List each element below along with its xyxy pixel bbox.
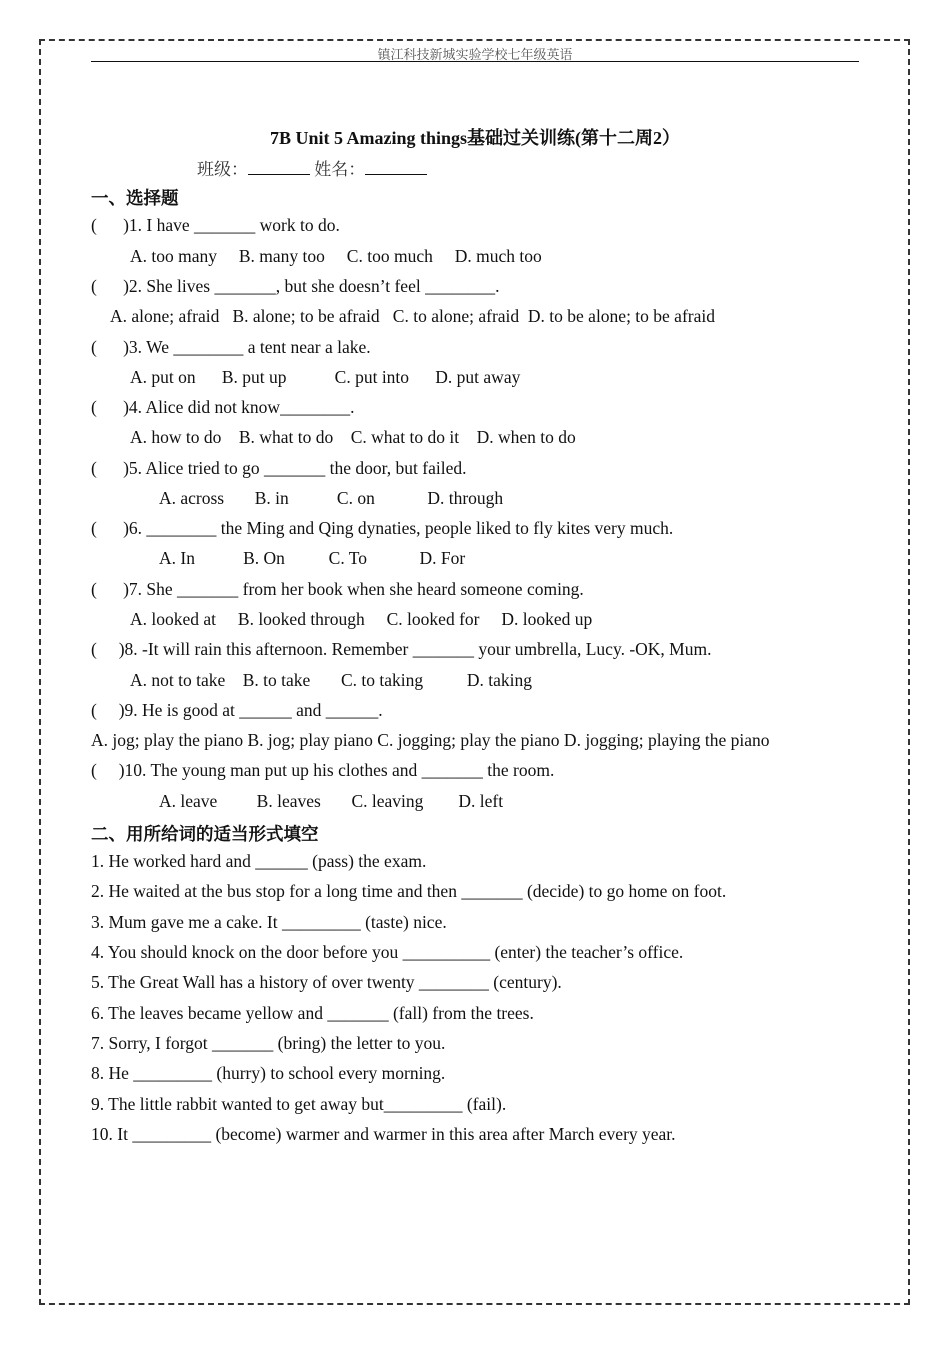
question-8-options: A. not to take B. to take C. to taking D. taking — [130, 670, 532, 690]
fill-4: 4. You should knock on the door before you __________ (enter) the teacher’s office. — [91, 942, 684, 962]
fill-2: 2. He waited at the bus stop for a long time and then _______ (decide) to go home on foot. — [91, 881, 727, 901]
name-blank — [365, 159, 427, 175]
question-10-options: A. leave B. leaves C. leaving D. left — [159, 791, 504, 811]
question-7: ( )7. She _______ from her book when she heard someone coming. — [91, 579, 584, 599]
section-heading-choice: 一、选择题 — [91, 188, 179, 208]
question-2-options: A. alone; afraid B. alone; to be afraid C. to alone; afraid D. to be alone; to be afraid — [110, 306, 715, 326]
question-8: ( )8. -It will rain this afternoon. Remember _______ your umbrella, Lucy. -OK, Mum. — [91, 639, 712, 659]
fill-8: 8. He _________ (hurry) to school every morning. — [91, 1063, 446, 1083]
worksheet-title: 7B Unit 5 Amazing things基础过关训练(第十二周2） — [269, 128, 681, 148]
question-7-options: A. looked at B. looked through C. looked for D. looked up — [130, 609, 593, 629]
question-1-options: A. too many B. many too C. too much D. much too — [130, 246, 542, 266]
question-1: ( )1. I have _______ work to do. — [91, 215, 340, 235]
name-label: 姓名： — [314, 160, 366, 179]
question-4: ( )4. Alice did not know________. — [91, 397, 355, 417]
question-6: ( )6. ________ the Ming and Qing dynaties, people liked to fly kites very much. — [91, 518, 674, 538]
question-9: ( )9. He is good at ______ and ______. — [91, 700, 383, 720]
page-header: 镇江科技新城实验学校七年级英语 — [377, 47, 573, 62]
question-6-options: A. In B. On C. To D. For — [159, 548, 466, 568]
section-heading-fill: 二、用所给词的适当形式填空 — [91, 824, 319, 844]
fill-9: 9. The little rabbit wanted to get away but_________ (fail). — [91, 1094, 507, 1114]
question-10: ( )10. The young man put up his clothes and _______ the room. — [91, 760, 555, 780]
question-5: ( )5. Alice tried to go _______ the door, but failed. — [91, 458, 467, 478]
question-5-options: A. across B. in C. on D. through — [159, 488, 504, 508]
question-3-options: A. put on B. put up C. put into D. put away — [130, 367, 521, 387]
header-rule — [91, 61, 859, 62]
fill-6: 6. The leaves became yellow and _______ (fall) from the trees. — [91, 1003, 534, 1023]
class-name-line — [197, 155, 427, 180]
class-label: 班级： — [197, 160, 248, 179]
question-9-options: A. jog; play the piano B. jog; play piano C. jogging; play the piano D. jogging; playing the piano — [91, 730, 770, 750]
fill-7: 7. Sorry, I forgot _______ (bring) the letter to you. — [91, 1033, 446, 1053]
question-3: ( )3. We ________ a tent near a lake. — [91, 337, 371, 357]
class-blank — [248, 159, 310, 175]
fill-1: 1. He worked hard and ______ (pass) the exam. — [91, 851, 427, 871]
question-4-options: A. how to do B. what to do C. what to do it D. when to do — [130, 427, 576, 447]
question-2: ( )2. She lives _______, but she doesn’t feel ________. — [91, 276, 500, 296]
fill-5: 5. The Great Wall has a history of over twenty ________ (century). — [91, 972, 562, 992]
fill-10: 10. It _________ (become) warmer and warmer in this area after March every year. — [91, 1124, 676, 1144]
fill-3: 3. Mum gave me a cake. It _________ (taste) nice. — [91, 912, 447, 932]
